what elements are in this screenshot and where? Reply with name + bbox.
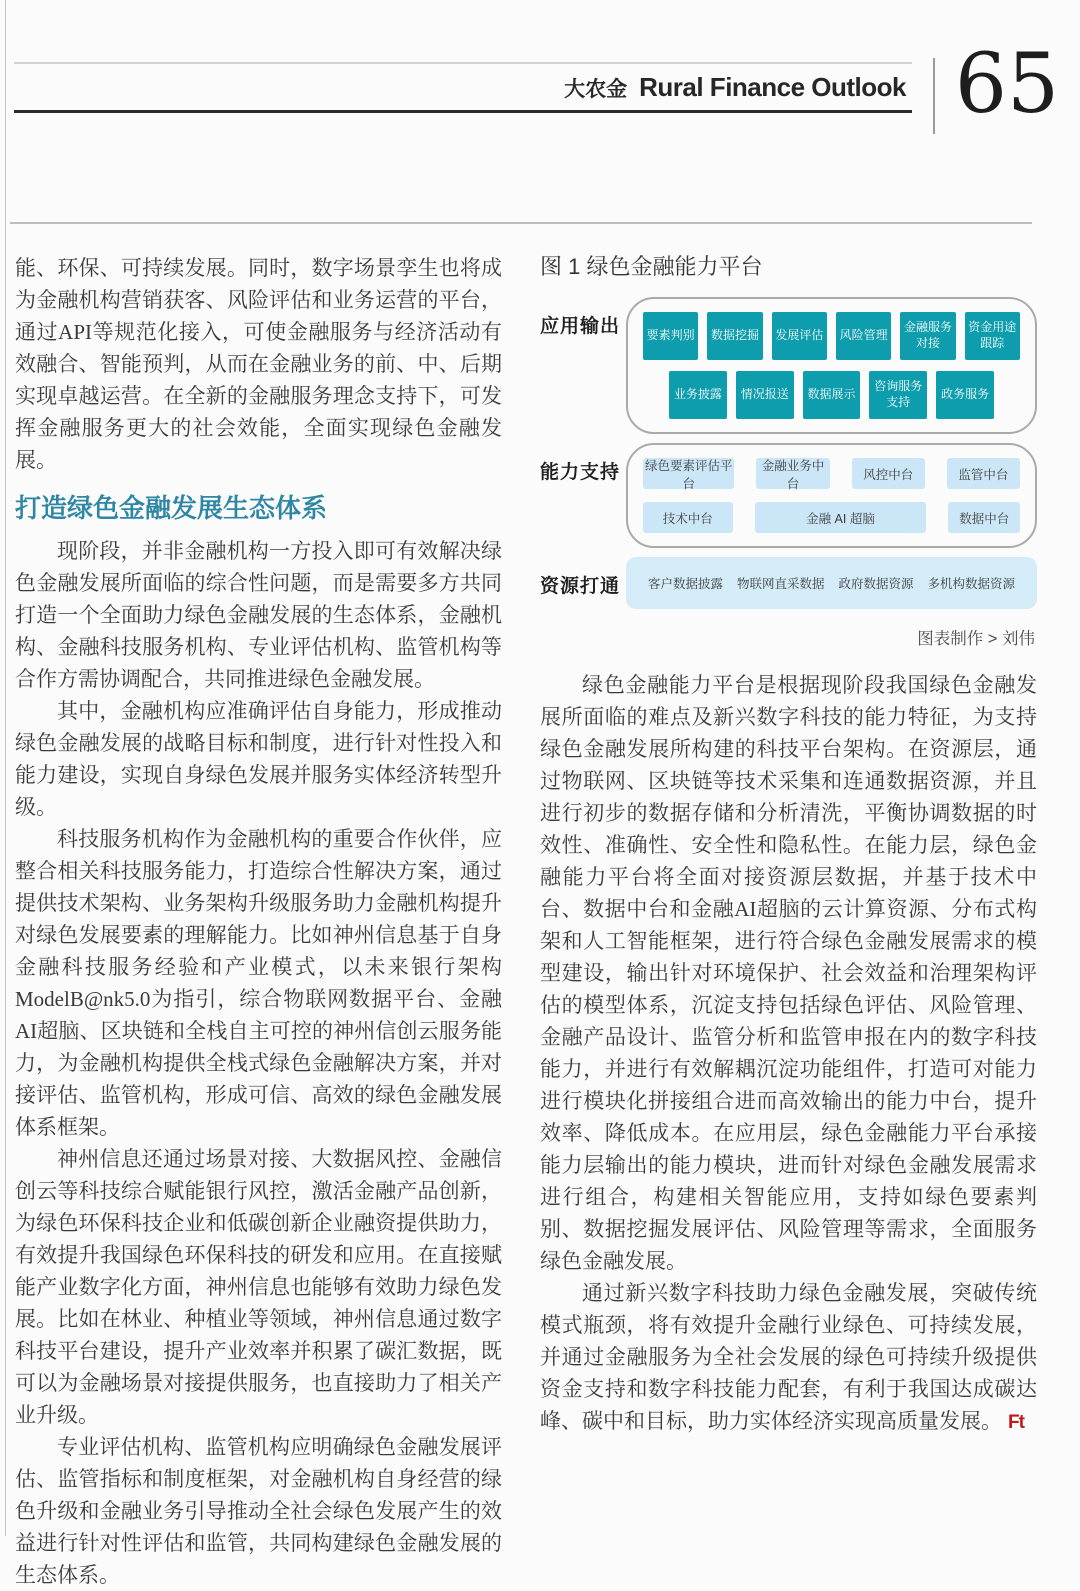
resource-item: 政府数据资源	[838, 577, 914, 591]
figure-section-application-output	[540, 297, 1037, 434]
app-output-box: 数据展示	[803, 371, 861, 419]
body-paragraph: 科技服务机构作为金融机构的重要合作伙伴，应整合相关科技服务能力，打造综合性解决方案，通过提供技术架构、业务架构升级服务助力金融机构提升对绿色发展要素的理解能力。比如神州信息基于自身金融科技服务经验和产业模式，以未来银行架构ModelB@nk5.0为指引，综合物联网数据平台、金融AI超脑、区块链和全栈自主可控的神州信创云服务能力，为金融机构提供全栈式绿色金融解决方案，并对接评估、监管机构，形成可信、高效的绿色金融发展体系框架。	[15, 826, 502, 1139]
application-output-container	[626, 297, 1037, 434]
paragraph-text: 通过新兴数字科技助力绿色金融发展，突破传统模式瓶颈，将有效提升金融行业绿色、可持续发展，并通过金融服务为全社会发展的绿色可持续升级提供资金支持和数字科技能力配套，有利于我国达成碳达峰、碳中和目标，助力实体经济实现高质量发展。	[540, 1281, 1037, 1433]
capability-box: 技术中台	[643, 502, 733, 533]
body-paragraph: 绿色金融能力平台是根据现阶段我国绿色金融发展所面临的难点及新兴数字科技的能力特征，为支持绿色金融发展所构建的科技平台架构。在资源层，通过物联网、区块链等技术采集和连通数据资源，并且进行初步的数据存储和分析清洗，平衡协调数据的时效性、准确性、安全性和隐私性。在能力层，绿色金融能力平台将全面对接资源层数据，并基于技术中台、数据中台和金融AI超脑的云计算资源、分布式构架和人工智能框架，进行符合绿色金融发展需求的模型建设，输出针对环境保护、社会效益和治理架构评估的模型体系，沉淀支持包括绿色评估、风险管理、金融产品设计、监管分析和监管申报在内的数字科技能力，并进行有效解耦沉淀功能组件，打造可对能力进行模块化拼接组合进而高效输出的能力中台，提升效率、降低成本。在应用层，绿色金融能力平台承接能力层输出的能力模块，进而针对绿色金融发展需求进行组合，构建相关智能应用，支持如绿色要素判别、数据挖掘发展评估、风险管理等需求，全面服务绿色金融发展。	[540, 673, 1037, 1273]
header-thick-rule	[14, 110, 912, 113]
resource-item: 多机构数据资源	[927, 577, 1015, 591]
capability-box: 绿色要素评估平台	[644, 458, 733, 491]
figure-section-resource-connect	[540, 557, 1037, 609]
app-output-box: 业务披露	[669, 371, 727, 419]
capability-row1	[643, 458, 1020, 489]
capability-box: 风控中台	[852, 458, 925, 489]
header-vertical-divider	[933, 58, 935, 134]
body-paragraph: 其中，金融机构应准确评估自身能力，形成推动绿色金融发展的战略目标和制度，进行针对性投入和能力建设，实现自身绿色发展并服务实体经济转型升级。	[15, 698, 502, 819]
header-thin-rule	[14, 62, 912, 64]
app-output-box: 风险管理	[836, 312, 891, 360]
capability-box: 监管中台	[947, 458, 1020, 489]
app-output-box: 政务服务	[936, 371, 994, 419]
brand-english: Rural Finance Outlook	[639, 72, 906, 102]
brand-chinese: 大农金	[564, 78, 628, 101]
figure-title: 图 1 绿色金融能力平台	[540, 254, 763, 279]
app-output-box: 数据挖掘	[707, 312, 762, 360]
figure-section-label: 能力支持	[540, 462, 621, 483]
resource-item: 物联网直采数据	[736, 577, 825, 591]
capability-support-container	[626, 443, 1037, 548]
body-paragraph: 神州信息还通过场景对接、大数据风控、金融信创云等科技综合赋能银行风控，激活金融产品创新，为绿色环保科技企业和低碳创新企业融资提供助力，有效提升我国绿色环保科技的研发和应用。在直接赋能产业数字化方面，神州信息也能够有效助力绿色发展。比如在林业、种植业等领域，神州信息通过数字科技平台建设，提升产业效率并积累了碳汇数据，既可以为金融场景对接提供服务，也直接助力了相关产业升级。	[15, 1146, 502, 1427]
page-number: 65	[954, 37, 1060, 132]
figure-section-label: 应用输出	[540, 316, 621, 337]
capability-box: 金融 AI 超脑	[755, 502, 927, 533]
article-end-mark: Ft	[1008, 1412, 1024, 1433]
resource-item: 客户数据披露	[648, 577, 724, 591]
right-column	[540, 250, 1037, 1439]
figure-section-capability-support	[540, 443, 1037, 548]
resource-bar	[626, 557, 1037, 609]
application-output-row2	[643, 371, 1020, 419]
figure-section-label: 资源打通	[540, 576, 621, 597]
body-paragraph: 专业评估机构、监管机构应明确绿色金融发展评估、监管指标和制度框架，对金融机构自身经营的绿色升级和金融业务引导推动全社会绿色发展产生的效益进行针对性评估和监管，共同构建绿色金融发展的生态体系。	[15, 1434, 502, 1587]
application-output-row1	[643, 312, 1020, 360]
app-output-box: 情况报送	[736, 371, 794, 419]
capability-box: 数据中台	[948, 502, 1020, 533]
app-output-box: 咨询服务支持	[869, 371, 927, 419]
body-paragraph	[540, 1277, 1037, 1439]
section-heading: 打造绿色金融发展生态体系	[15, 493, 328, 523]
capability-box: 金融业务中台	[756, 458, 829, 489]
app-output-box: 要素判别	[643, 312, 698, 360]
page-left-border	[5, 0, 6, 1536]
body-paragraph: 现阶段，并非金融机构一方投入即可有效解决绿色金融发展所面临的综合性问题，而是需要多方共同打造一个全面助力绿色金融发展的生态体系，金融机构、金融科技服务机构、专业评估机构、监管机构等合作方需协调配合，共同推进绿色金融发展。	[15, 538, 502, 691]
app-output-box: 金融服务对接	[900, 312, 955, 360]
header-brand	[14, 72, 906, 103]
left-column	[15, 252, 502, 1591]
capability-row2	[643, 502, 1020, 533]
content-top-rule	[10, 222, 1032, 224]
figure-caption: 图表制作 > 刘伟	[917, 630, 1035, 648]
app-output-box: 资金用途跟踪	[965, 312, 1020, 360]
body-paragraph: 能、环保、可持续发展。同时，数字场景孪生也将成为金融机构营销获客、风险评估和业务运营的平台，通过API等规范化接入，可使金融服务与经济活动有效融合、智能预判，从而在金融业务的前、中、后期实现卓越运营。在全新的金融服务理念支持下，可发挥金融服务更大的社会效能，全面实现绿色金融发展。	[15, 256, 502, 472]
app-output-box: 发展评估	[772, 312, 827, 360]
